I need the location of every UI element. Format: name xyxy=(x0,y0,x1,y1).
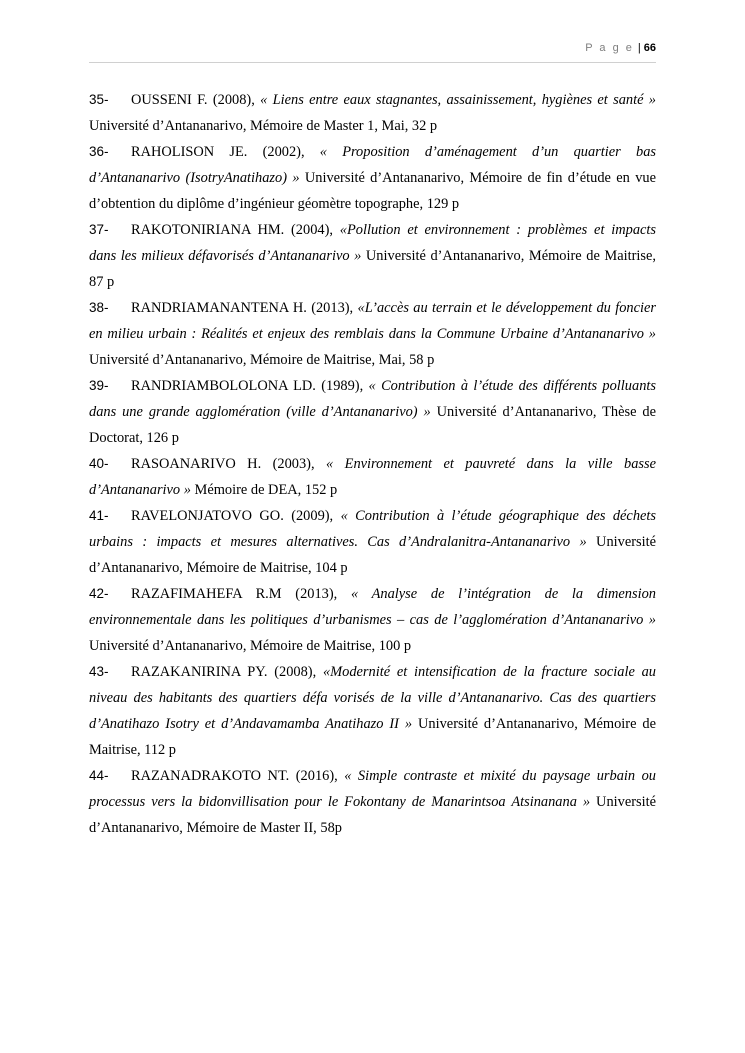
reference-number: 44- xyxy=(89,768,109,783)
reference-item xyxy=(89,451,656,503)
reference-number: 41- xyxy=(89,508,109,523)
reference-author: OUSSENI F. (2008), xyxy=(131,92,261,108)
reference-details: Université d’Antananarivo, Mémoire de Maitrise, 104 p xyxy=(89,534,656,576)
reference-author: RASOANARIVO H. (2003), xyxy=(131,456,327,472)
reference-title: « Analyse de l’intégration de la dimension environnementale dans les politiques d’urbanismes – cas de l’agglomération d’Antananarivo » xyxy=(89,586,656,628)
reference-item xyxy=(89,503,656,581)
reference-author: RAVELONJATOVO GO. (2009), xyxy=(131,508,341,524)
page-separator: | xyxy=(637,42,641,54)
reference-title: « Simple contraste et mixité du paysage urbain ou processus vers la bidonvillisation pour le Fokontany de Manarintsoa Atsinanana » xyxy=(89,768,656,810)
reference-item xyxy=(89,659,656,763)
reference-author: RAZAFIMAHEFA R.M (2013), xyxy=(131,586,351,602)
reference-details: Université d’Antananarivo, Mémoire de Maitrise, 100 p xyxy=(89,638,412,654)
reference-number: 39- xyxy=(89,378,109,393)
reference-author: RAZAKANIRINA PY. (2008), xyxy=(131,664,323,680)
reference-title: « Contribution à l’étude des différents polluants dans une grande agglomération (ville d’Antananarivo) » xyxy=(89,378,656,420)
reference-list xyxy=(89,87,656,841)
reference-title: « Proposition d’aménagement d’un quartier bas d’Antananarivo (IsotryAnatihazo) » xyxy=(89,144,656,186)
page-header xyxy=(89,42,656,63)
reference-title: « Liens entre eaux stagnantes, assainissement, hygiènes et santé » xyxy=(260,92,656,108)
reference-details: Université d’Antananarivo, Mémoire de Maitrise, Mai, 58 p xyxy=(89,352,435,368)
reference-details: Université d’Antananarivo, Mémoire de Master II, 58p xyxy=(89,794,657,836)
reference-item xyxy=(89,139,656,217)
reference-details: Université d’Antananarivo, Mémoire de fin d’étude en vue d’obtention du diplôme d’ingénieur géomètre topographe, 129 p xyxy=(89,170,656,212)
reference-details: Mémoire de DEA, 152 p xyxy=(190,482,338,498)
reference-details: Université d’Antananarivo, Thèse de Doctorat, 126 p xyxy=(89,404,656,446)
reference-title: «Modernité et intensification de la fracture sociale au niveau des habitants des quartiers défa vorisés de la ville d’Antananarivo. Cas des quartiers d’Anatihazo Isotry et d’Andavamamba Anatihazo II » xyxy=(89,664,656,732)
reference-title: «L’accès au terrain et le développement du foncier en milieu urbain : Réalités et enjeux des remblais dans la Commune Urbaine d’Antananarivo » xyxy=(89,300,656,342)
page-number: 66 xyxy=(643,42,656,54)
reference-item xyxy=(89,217,656,295)
reference-title: «Pollution et environnement : problèmes et impacts dans les milieux défavorisés d’Antananarivo » xyxy=(89,222,657,264)
reference-details: Université d’Antananarivo, Mémoire de Master 1, Mai, 32 p xyxy=(89,118,438,134)
reference-item xyxy=(89,295,656,373)
reference-number: 40- xyxy=(89,456,109,471)
reference-author: RAZANADRAKOTO NT. (2016), xyxy=(131,768,345,784)
reference-details: Université d’Antananarivo, Mémoire de Maitrise, 112 p xyxy=(89,716,656,758)
reference-author: RANDRIAMANANTENA H. (2013), xyxy=(131,300,358,316)
reference-number: 38- xyxy=(89,300,109,315)
reference-author: RANDRIAMBOLOLONA LD. (1989), xyxy=(131,378,369,394)
reference-number: 36- xyxy=(89,144,109,159)
reference-item xyxy=(89,763,656,841)
page-label: P a g e xyxy=(585,42,634,54)
reference-item xyxy=(89,581,656,659)
reference-title: « Contribution à l’étude géographique des déchets urbains : impacts et mesures alternatives. Cas d’Andralanitra-Antananarivo » xyxy=(89,508,656,550)
reference-author: RAKOTONIRIANA HM. (2004), xyxy=(131,222,340,238)
reference-item xyxy=(89,373,656,451)
reference-number: 43- xyxy=(89,664,109,679)
reference-number: 37- xyxy=(89,222,109,237)
reference-number: 42- xyxy=(89,586,109,601)
reference-details: Université d’Antananarivo, Mémoire de Maitrise, 87 p xyxy=(89,248,656,290)
reference-number: 35- xyxy=(89,92,109,107)
reference-author: RAHOLISON JE. (2002), xyxy=(131,144,320,160)
reference-title: « Environnement et pauvreté dans la ville basse d’Antananarivo » xyxy=(89,456,656,498)
reference-item xyxy=(89,87,656,139)
